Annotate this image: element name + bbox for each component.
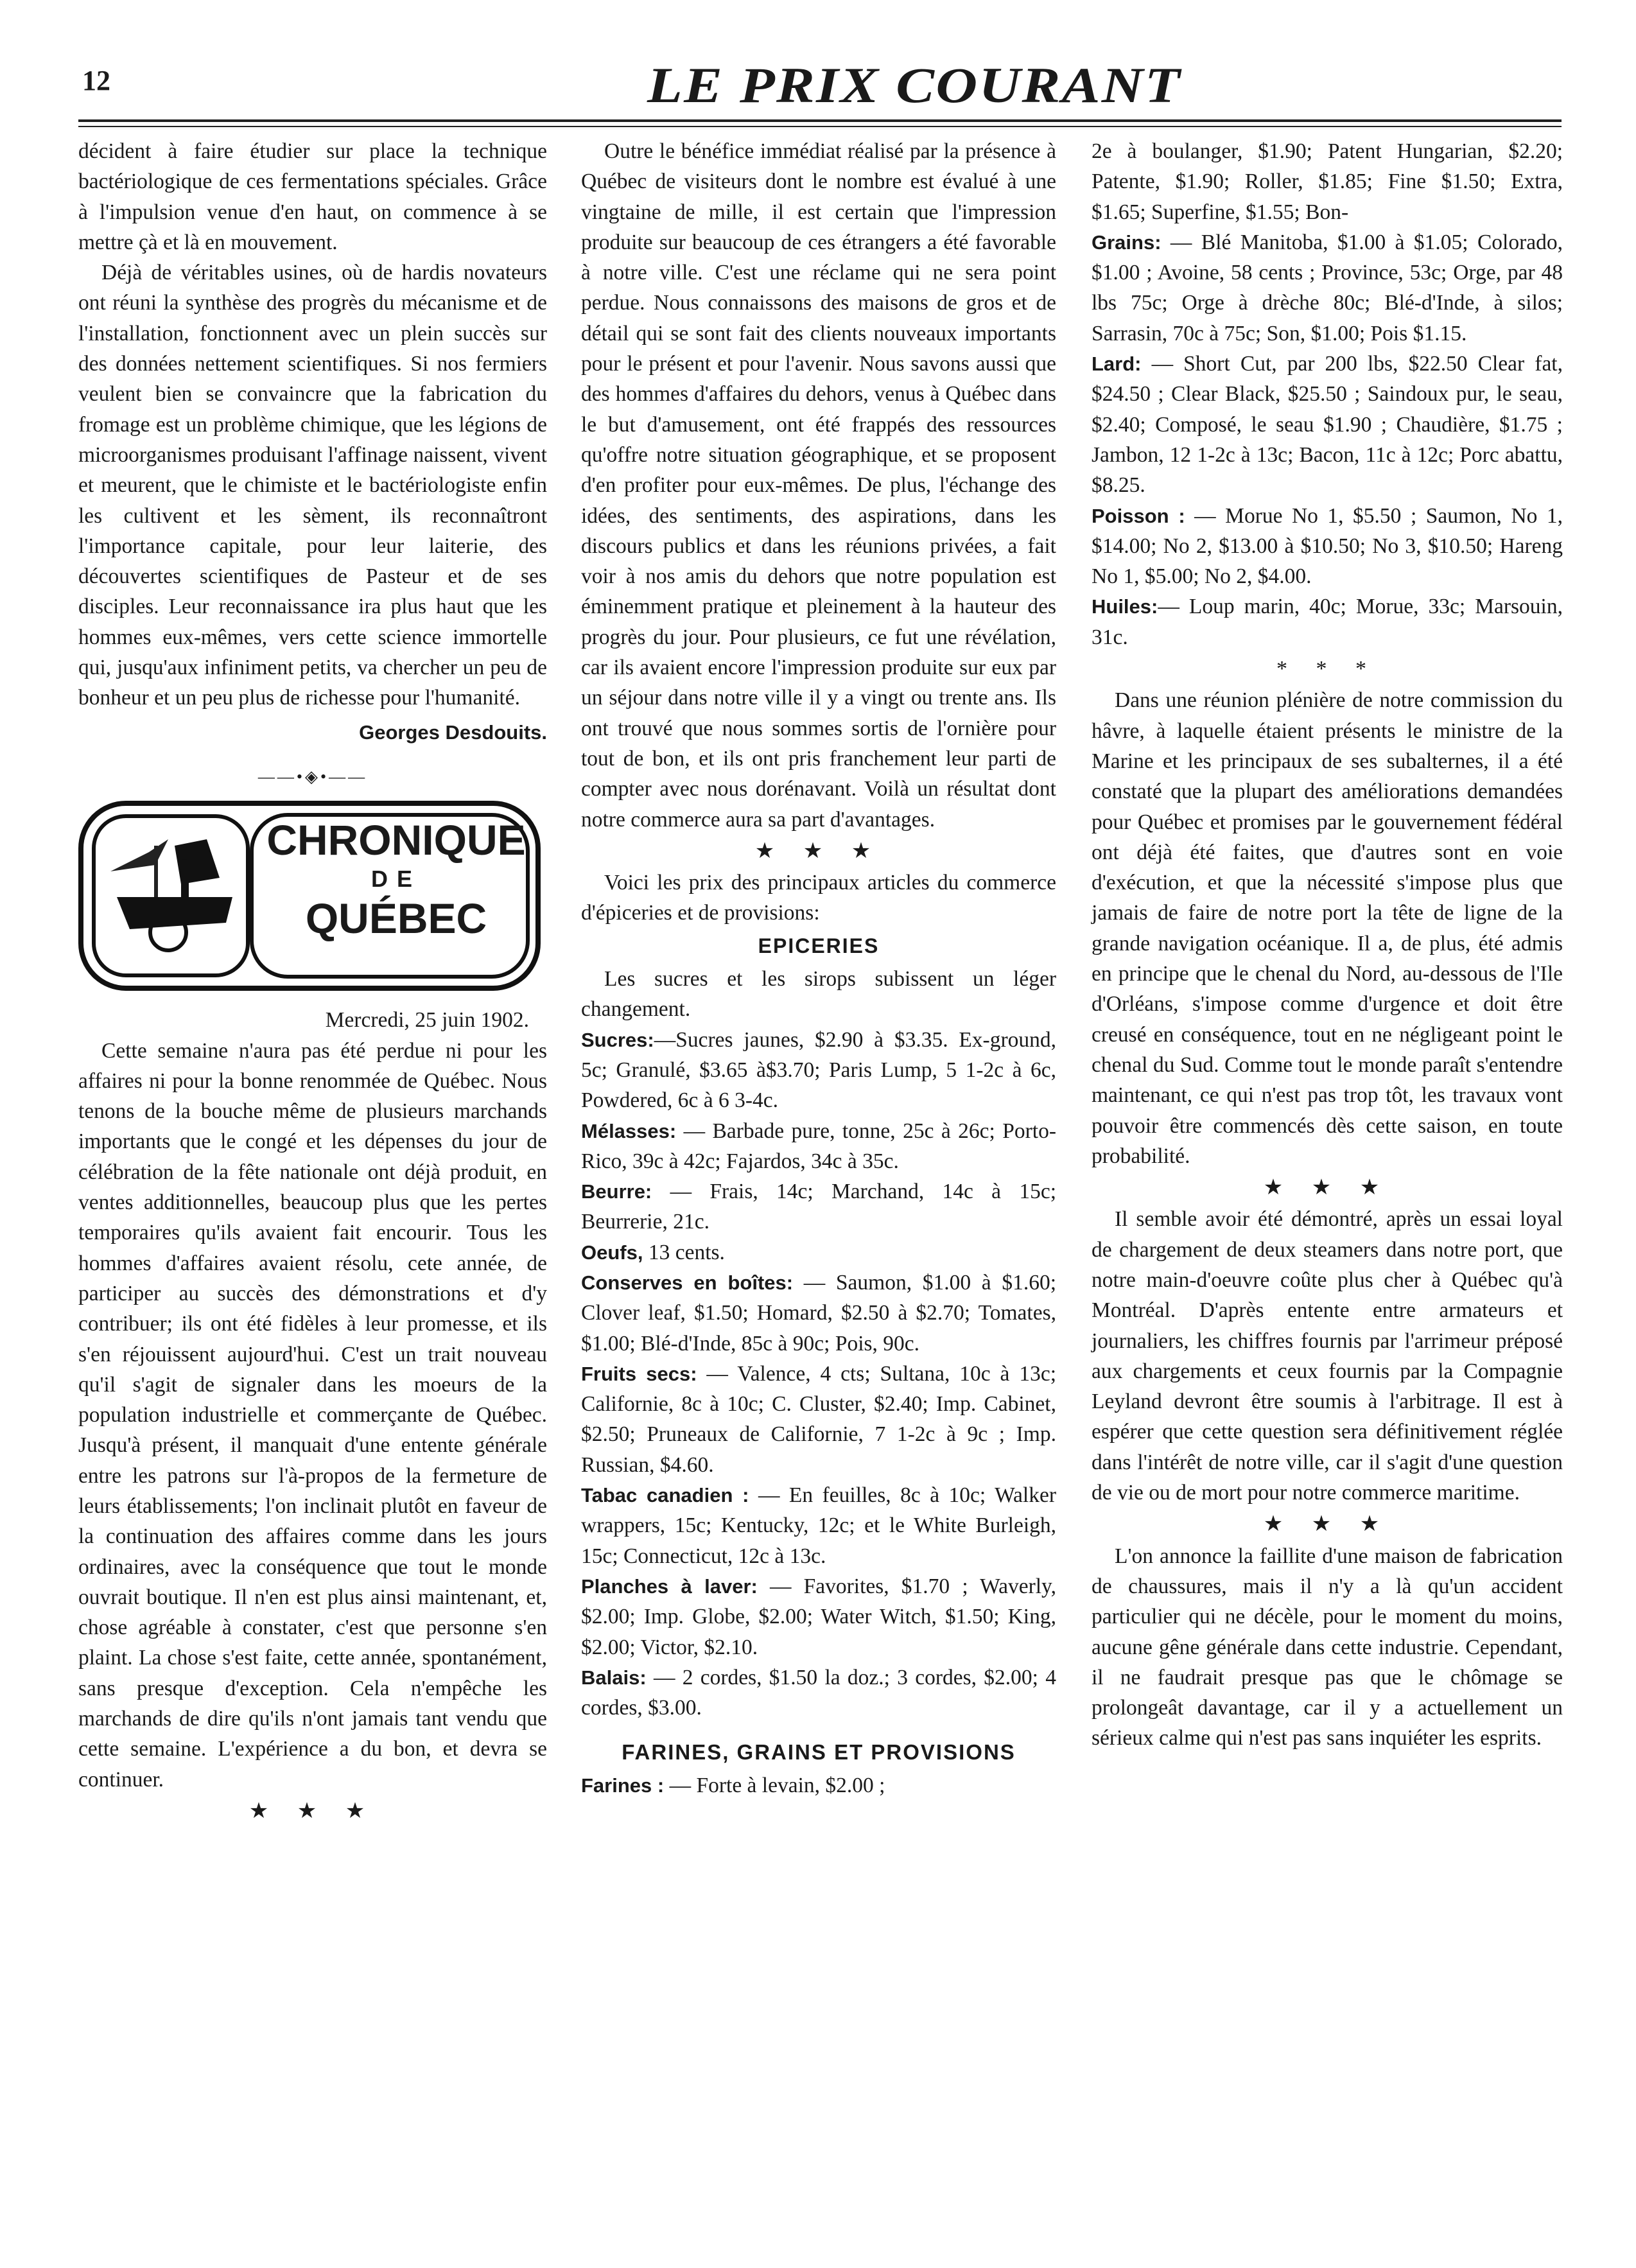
price-item-text: — Blé Manitoba, $1.00 à $1.05; Colorado, $1.00 ; Avoine, 58 cents ; Province, 53c; Orge, par 48 lbs 75c; Orge à drèche 80c; Blé-d'Inde, à silos; Sarrasin, 70c à 75c; Son, $1.00; Pois $1.15. — [1092, 230, 1563, 345]
price-item — [581, 1480, 1056, 1571]
page-number: 12 — [82, 65, 110, 96]
price-item-text: — Barbade pure, tonne, 25c à 26c; Porto-Rico, 39c à 42c; Fajardos, 34c à 35c. — [581, 1119, 1056, 1173]
paragraph: Outre le bénéfice immédiat réalisé par la présence à Québec de visiteurs dont le nombre est évalué à une vingtaine de mille, il est certain que l'impression produite sur beaucoup de ces étrangers a été favorable à notre ville. C'est une réclame qui ne sera point perdue. Nous connaissons des maisons de gros et de détail qui se sont fait des clients nouveaux importants pour le présent et pour l'avenir. Nous savons aussi que des hommes d'affaires du dehors, venus à Québec dans le but d'amusement, ont été frappés des ressources qu'offre notre situation géographique, et se proposent d'en profiter pour eux-mêmes. De plus, l'échange des idées, des sentiments, des aspirations, dans les discours publics et dans les réunions privées, a fait voir à nos amis du dehors que notre population est éminemment pratique et pleinement à la hauteur des progrès du jour. Pour plusieurs, ce fut une révélation, car ils avaient encore l'impression produite sur eux par un séjour dans notre ville il y a vingt ou trente ans. Ils ont trouvé que nous sommes sortis de l'ornière pour tout de bon, et ils ont pris franchement leur parti de compter avec nous dorénavant. Voilà un résultat dont notre commerce aura sa part d'avantages. — [581, 139, 1056, 832]
author-signature: Georges Desdouits. — [359, 720, 547, 744]
price-item — [1092, 501, 1563, 592]
paragraph: décident à faire étudier sur place la technique bactériologique de ces fermentations spéciales. Grâce à l'impulsion venue d'en haut, on commence à se mettre çà et là en mouvement. — [78, 139, 547, 254]
masthead-logo: LE PRIX COURANT — [647, 57, 1181, 113]
section-stars: ★ ★ ★ — [1263, 1512, 1391, 1537]
price-item-key: Beurre: — [581, 1180, 652, 1203]
column-2 — [581, 136, 1056, 1801]
price-item-key: Grains: — [1092, 231, 1162, 254]
price-item-text: — Favorites, $1.70 ; Waverly, $2.00; Imp. Globe, $2.00; Water Witch, $1.50; King, $2.00; Victor, $2.10. — [581, 1574, 1056, 1659]
section-heading-farines: FARINES, GRAINS ET PROVISIONS — [622, 1740, 1016, 1765]
header-rule-thin — [78, 126, 1562, 127]
section-stars: ★ ★ ★ — [1263, 1176, 1391, 1200]
price-item-text: — Forte à levain, $2.00 ; — [664, 1773, 885, 1797]
price-item-text: — Valence, 4 cts; Sultana, 10c à 13c; Californie, 8c à 10c; C. Cluster, $2.40; Imp. Cabinet, $2.50; Pruneaux de Californie, 7 1-2c à 9c ; Imp. Russian, $4.60. — [581, 1361, 1056, 1477]
paragraph: Il semble avoir été démontré, après un essai loyal de chargement de deux steamers dans notre port, que notre main-d'oeuvre coûte plus cher à Québec qu'à Montréal. D'après entente entre armateurs et journaliers, les chiffres fournis par l'arrimeur préposé aux chargements et ceux fournis par la Compagnie Leyland devront être soumis à l'arbitrage. Il est à espérer que cette question sera définitivement réglée dans l'intérêt de notre ville, car il s'agit d'une question de vie ou de mort pour notre commerce maritime. — [1092, 1207, 1563, 1505]
section-stars: * * * — [1276, 657, 1378, 681]
price-item-text: — Loup marin, 40c; Morue, 33c; Marsouin, 31c. — [1092, 595, 1563, 649]
header-rule — [78, 119, 1562, 122]
section-stars: ★ ★ ★ — [754, 839, 883, 863]
price-item-text: 13 cents. — [643, 1240, 725, 1264]
dateline: Mercredi, 25 juin 1902. — [325, 1008, 529, 1033]
paragraph: L'on annonce la faillite d'une maison de fabrication de chaussures, mais il n'y a là qu'un accident particulier qui ne décèle, pour le moment du moins, aucune gêne générale dans cette industrie. Cependant, il ne faudrait presque pas que le chômage se prolongeât davantage, car il y a actuellement un sérieux calme qui n'est pas sans inquiéter les esprits. — [1092, 1544, 1563, 1750]
price-item-text: — 2 cordes, $1.50 la doz.; 3 cordes, $2.00; 4 cordes, $3.00. — [581, 1665, 1056, 1720]
price-item-text: — Saumon, $1.00 à $1.60; Clover leaf, $1.50; Homard, $2.50 à $2.70; Tomates, $1.00; Blé-d'Inde, 85c à 90c; Pois, 90c. — [581, 1270, 1056, 1356]
paragraph: Cette semaine n'aura pas été perdue ni pour les affaires ni pour la bonne renommée de Québec. Nous tenons de la bouche même de plusieurs marchands importants que le congé et les dépenses du jour de célébration de la fête nationale ont déjà produit, en ventes additionnelles, beaucoup plus que les pertes temporaires qu'ils avaient fait encourir. Tous les hommes d'affaires avaient résolu, cete année, de participer au succès des démonstrations et d'y contribuer; ils ont été fidèles à leur promesse, et ils s'en réjouissent aujourd'hui. C'est un trait nouveau qu'il s'agit de signaler dans les moeurs de la population industrielle et commerçante de Québec. Jusqu'à présent, il manquait d'une entente générale entre les patrons sur l'à-propos de la fermeture de leurs établissements; l'on inclinait plutôt en faveur de la continuation des affaires comme dans les jours ordinaires, avec la conséquence que tout le monde ouvrait boutique. Il n'en est plus ainsi maintenant, et, chose agréable à constater, c'est que personne s'en plaint. La chose s'est faite, cette année, spontanément, sans presque d'exception. Cela n'empêche les marchands de dire qu'ils n'ont jamais tant vendu que cette semaine. L'expérience a du bon, et devra se continuer. — [78, 1038, 547, 1792]
price-item — [581, 1571, 1056, 1662]
banner-title-line-1: CHRONIQUE — [266, 816, 526, 864]
price-item — [1092, 227, 1563, 349]
section-heading-epiceries: EPICERIES — [758, 934, 880, 957]
price-item-key: Balais: — [581, 1666, 647, 1689]
price-item-text: —Sucres jaunes, $2.90 à $3.35. Ex-ground, 5c; Granulé, $3.65 à$3.70; Paris Lump, 5 1-2c à 6c, Powdered, 6c à 6 3-4c. — [581, 1027, 1056, 1113]
column-1 — [78, 136, 547, 1827]
caleche-illustration-icon — [110, 839, 232, 950]
banner-title-line-2: QUÉBEC — [305, 894, 487, 943]
price-item-key: Lard: — [1092, 353, 1142, 376]
price-item-text: — Frais, 14c; Marchand, 14c à 15c; Beurrerie, 21c. — [581, 1180, 1056, 1234]
paragraph: Déjà de véritables usines, où de hardis novateurs ont réuni la synthèse des progrès du mécanisme et de l'installation, fonctionnent avec un plein succès sur des données nettement scientifiques. Si nos fermiers veulent bien se convaincre que la fabrication du fromage est un problème chimique, que les légions de microorganismes produisant l'affinage naissent, vivent et meurent, que le chimiste et le bactériologiste enfin les cultivent et les sèment, ils reconnaîtront l'importance capitale, pour leur laiterie, des découvertes scientifiques de Pasteur et de ses disciples. Leur reconnaissance ira plus haut que les hommes eux-mêmes, vers cette science immortelle qui, jusqu'aux infiniment petits, va chercher un peu de bonheur et un peu plus de richesse pour l'humanité. — [78, 261, 547, 710]
paragraph: Dans une réunion plénière de notre commission du hâvre, à laquelle étaient présents le ministre de la Marine et les principaux de ses subalternes, il a été constaté que la plupart des améliorations demandées pour Québec et promises par le gouvernement fédéral ont déjà été faites, que d'autres sont en voie d'exécution, et que la nécessité s'impose plus que jamais de faire de notre port la tête de ligne de la grande navigation océanique. Il a, de plus, été admis en principe que le chenal du Nord, au-dessous de l'Ile d'Orléans, s'impose comme d'urgence et doit être creusé en conséquence, tout en ne négligeant point le chenal du Sud. Comme tout le monde paraît s'entendre maintenant, ce qui n'est pas trop tôt, les travaux vont pouvoir être commencés dès cette saison, en toute probabilité. — [1092, 688, 1563, 1168]
price-item — [581, 1770, 1056, 1801]
price-item — [581, 1268, 1056, 1359]
column-3 — [1092, 136, 1563, 1754]
price-item-key: Fruits secs: — [581, 1362, 697, 1385]
price-item-text: — En feuilles, 8c à 10c; Walker wrappers, 15c; Kentucky, 12c; et le White Burleigh, 15c; Connecticut, 12c à 13c. — [581, 1483, 1056, 1568]
price-item — [581, 1662, 1056, 1723]
price-item — [1092, 591, 1563, 652]
paragraph: Voici les prix des principaux articles du commerce d'épiceries et de provisions: — [581, 871, 1056, 925]
price-item-continued: 2e à boulanger, $1.90; Patent Hungarian, $2.20; Patente, $1.90; Roller, $1.85; Fine $1.50; Extra, $1.65; Superfine, $1.55; Bon- — [1092, 139, 1563, 224]
banner-title-de: DE — [370, 866, 421, 893]
price-item — [1092, 349, 1563, 500]
section-stars: ★ ★ ★ — [248, 1799, 377, 1823]
price-item-key: Oeufs, — [581, 1241, 643, 1264]
price-item-key: Farines : — [581, 1774, 665, 1797]
chronique-banner — [78, 801, 541, 991]
price-item — [581, 1237, 1056, 1268]
price-item-text: — Morue No 1, $5.50 ; Saumon, No 1, $14.00; No 2, $13.00 à $10.50; No 3, $10.50; Hareng No 1, $5.00; No 2, $4.00. — [1092, 503, 1563, 589]
price-item — [581, 1116, 1056, 1177]
ornament-divider: ——•◈•—— — [257, 767, 368, 786]
price-item-key: Huiles: — [1092, 595, 1158, 618]
price-item-key: Mélasses: — [581, 1119, 677, 1142]
price-item — [581, 1359, 1056, 1480]
price-item — [581, 1025, 1056, 1116]
price-item-key: Sucres: — [581, 1028, 654, 1051]
price-item-key: Planches à laver: — [581, 1575, 758, 1598]
price-item — [581, 1176, 1056, 1237]
price-item-key: Tabac canadien : — [581, 1484, 749, 1507]
price-item-key: Poisson : — [1092, 504, 1185, 527]
price-list-epiceries — [581, 1025, 1056, 1723]
price-item-text: — Short Cut, par 200 lbs, $22.50 Clear fat, $24.50 ; Clear Black, $25.50 ; Saindoux pur, le seau, $2.40; Composé, le seau $1.90 ; Chaudière, $1.75 ; Jambon, 12 1-2c à 13c; Bacon, 11c à 12c; Porc abattu, $8.25. — [1092, 352, 1563, 498]
price-item-key: Conserves en boîtes: — [581, 1271, 794, 1294]
paragraph: Les sucres et les sirops subissent un léger changement. — [581, 967, 1056, 1022]
banner-title — [258, 814, 534, 945]
